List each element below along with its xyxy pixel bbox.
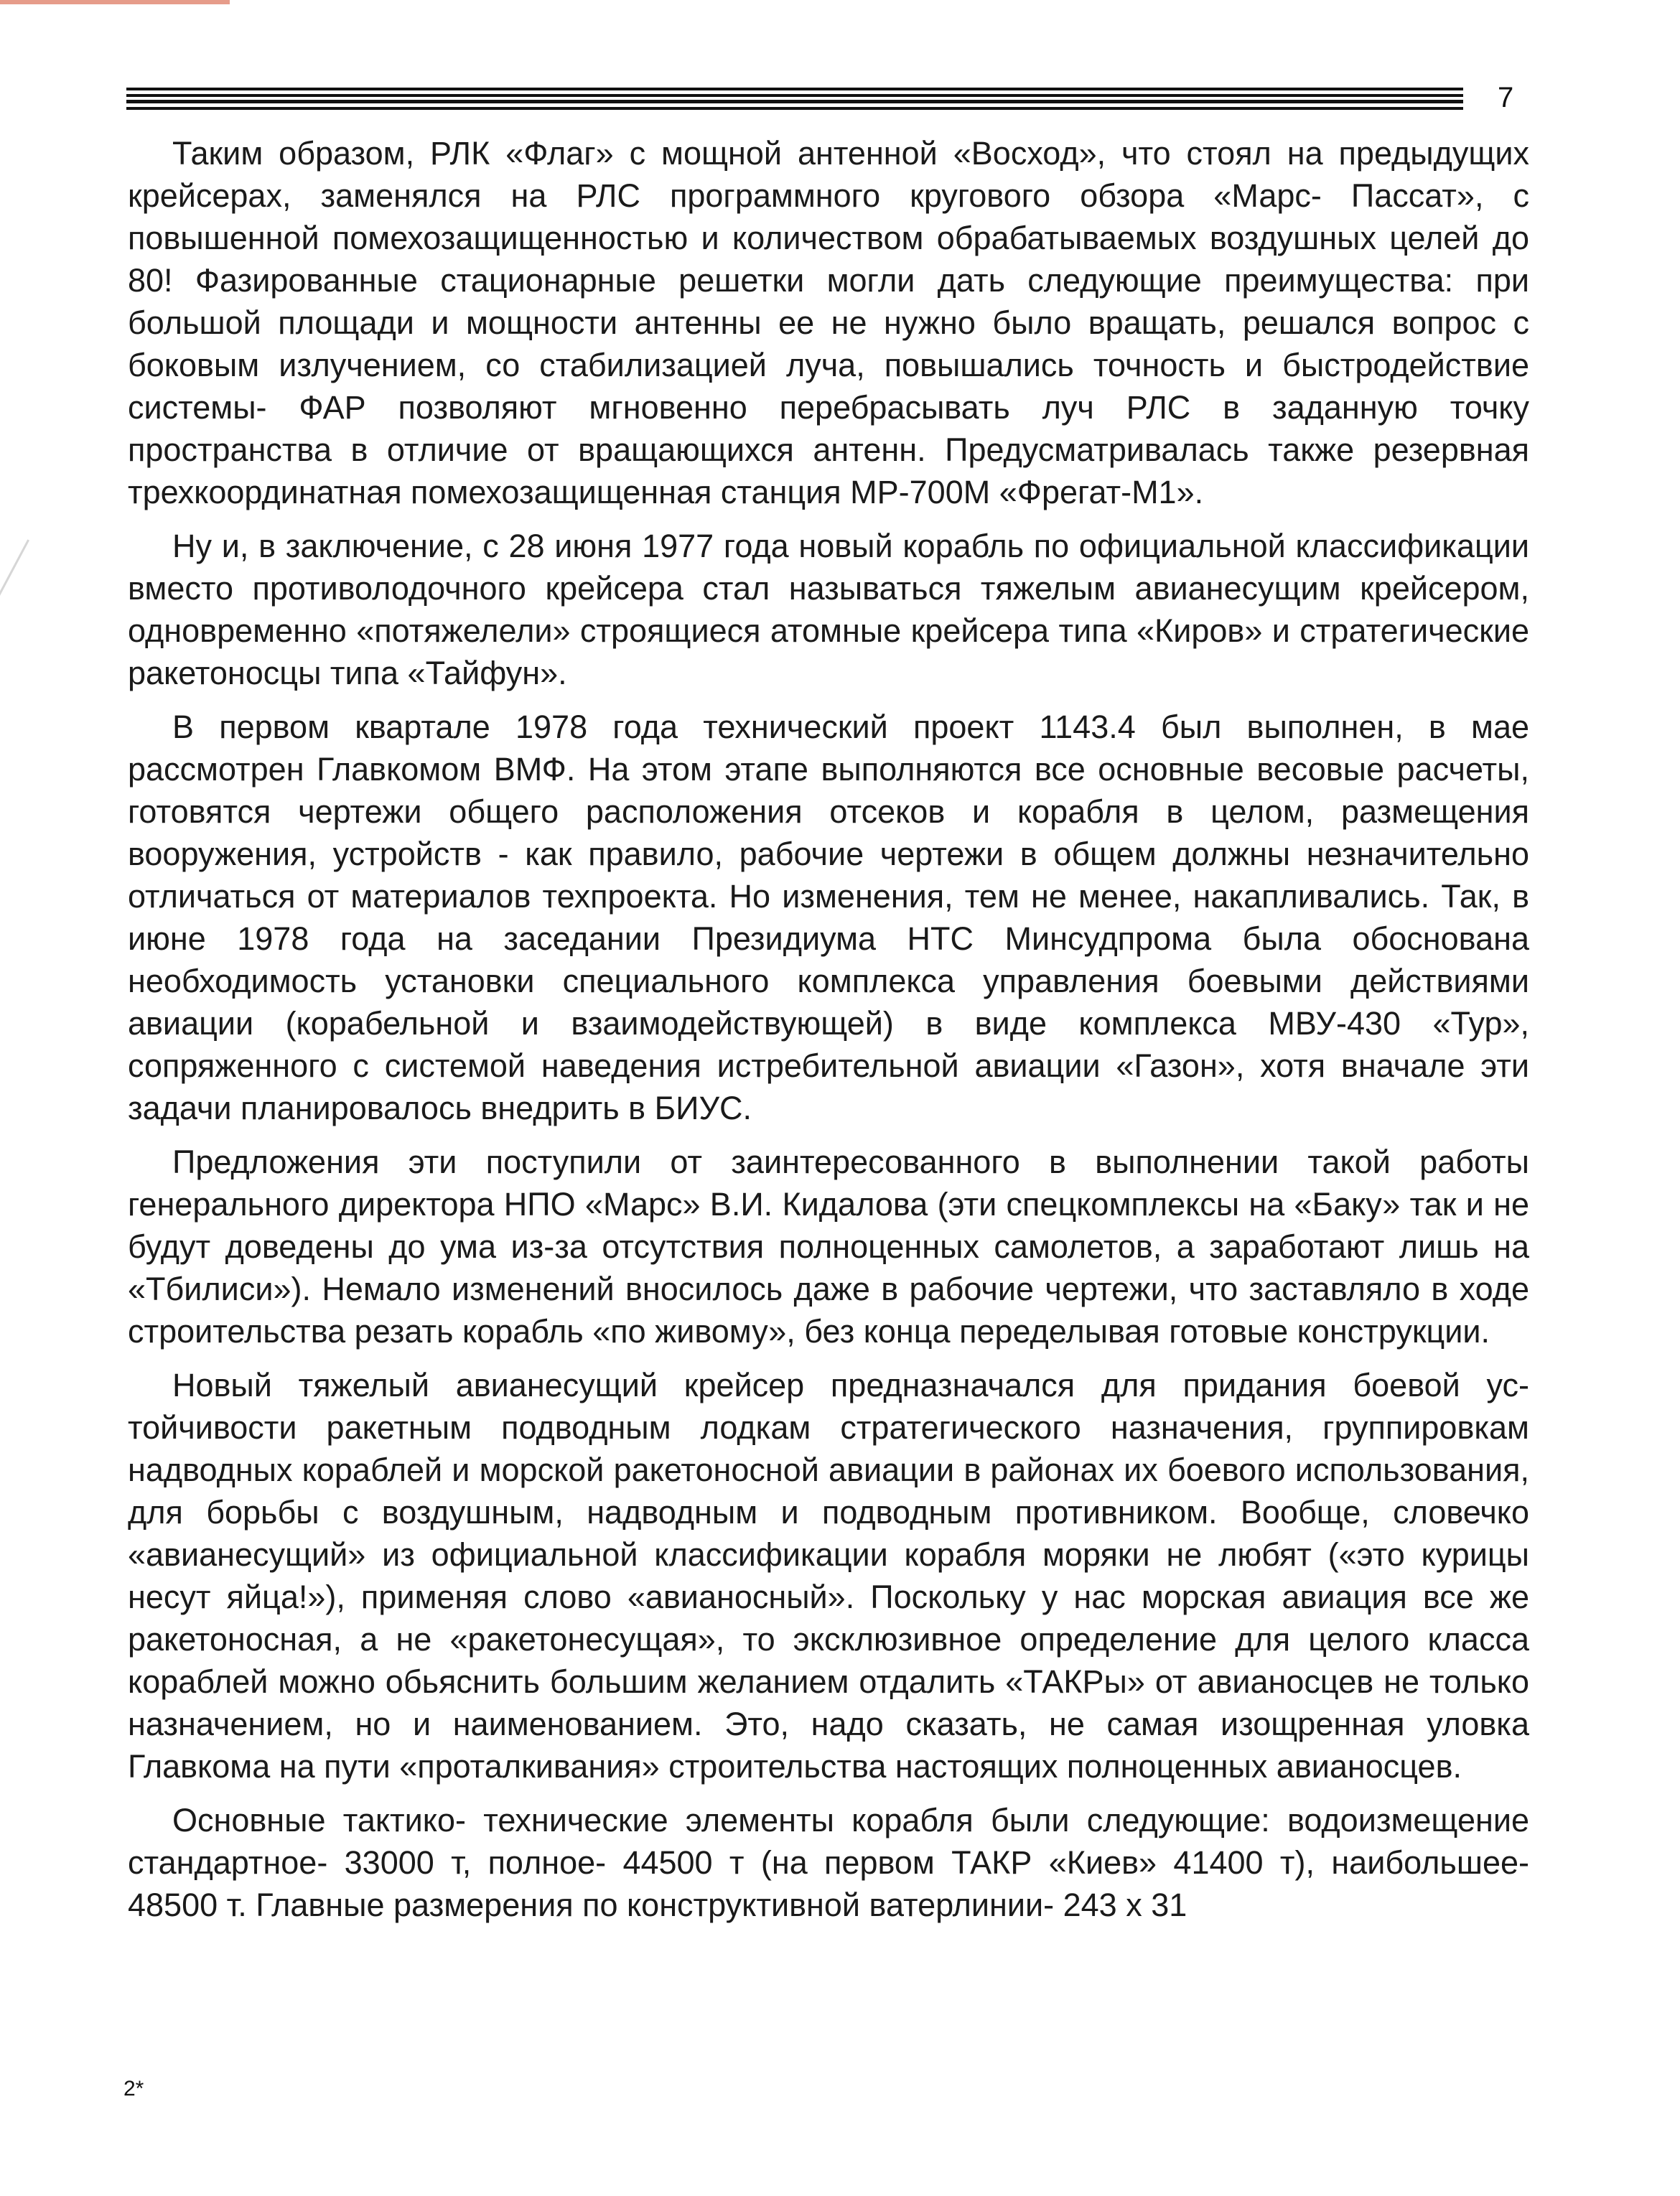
paragraph: Предложения эти поступили от заинтересованного в выполнении такой работы генерального директора НПО «Марс» В.И. Кидалова (эти спецкомплексы на «Баку» так и не будут доведены до ума из-за отсутствия полноценных самолетов, а заработают лишь на «Тбилиси»). Немало изменений вносилось даже в рабочие чертежи, что заставляло в ходе строительства резать корабль «по живому», без конца переделывая готовые конструкции. — [128, 1144, 1529, 1350]
page-number: 7 — [1498, 82, 1514, 113]
paragraph: Ну и, в заключение, с 28 июня 1977 года новый корабль по официальной классификации вместо противолодочного крейсера стал называться тяжелым авианесущим крейсером, одновременно «потяжелели» строящиеся атомные крейсера типа «Киров» и стратегические ракетоносцы типа «Тайфун». — [128, 528, 1529, 691]
header-rule — [126, 88, 1463, 112]
scan-artifact — [0, 539, 29, 616]
paragraph: Основные тактико- технические элементы корабля были следующие: водоизмещение стандартное- 33000 т, полное- 44500 т (на первом ТАКР «Киев» 41400 т), наибольшее- 48500 т. Главные размерения по конструктивной ватерлинии- 243 х 31 — [128, 1802, 1529, 1923]
signature-mark: 2* — [123, 2077, 144, 2101]
scan-edge-mark — [0, 0, 230, 4]
paragraph: В первом квартале 1978 года технический проект 1143.4 был выполнен, в мае рассмотрен Главкомом ВМФ. На этом этапе выполняются все основные весовые расчеты, готовятся чертежи общего расположения отсеков и корабля в целом, размещения вооружения, устройств - как правило, рабочие чертежи в общем должны незначительно отличаться от материалов техпроекта. Но изменения, тем не менее, накапливались. Так, в июне 1978 года на заседании Президиума НТС Минсудпрома была обоснована необходимость установки специального комплекса управления боевыми действиями авиации (корабельной и взаимодействующей) в виде комплекса МВУ-430 «Тур», сопряженного с системой наведения истребительной авиации «Газон», хотя вначале эти задачи планировалось внедрить в БИУС. — [128, 709, 1529, 1126]
paragraph: Таким образом, РЛК «Флаг» с мощной антенной «Восход», что стоял на предыдущих крейсерах, заменялся на РЛС программного кругового обзора «Марс- Пассат», с повышенной помехозащищенностью и количеством обрабатываемых воздушных целей до 80! Фазированные стационарные решетки могли дать следующие преимущества: при большой площади и мощности антенны ее не нужно было вращать, решался вопрос с боковым излучением, со стабилизацией луча, повышались точность и быстродействие системы- ФАР позволяют мгновенно перебрасывать луч РЛС в заданную точку пространства в отличие от вращающихся антенн. Предусматривалась также резервная трехкоординатная помехозащищенная станция МР-700М «Фрегат-М1». — [128, 135, 1529, 510]
paragraph: Новый тяжелый авианесущий крейсер предназначался для придания боевой устойчивости ракетным подводным лодкам стратегического назначения, группировкам надводных кораблей и морской ракетоносной авиации в районах их боевого использования, для борьбы с воздушным, надводным и подводным противником. Вообще, словечко «авианесущий» из официальной классификации корабля моряки не любят («это курицы несут яйца!»), применяя слово «авианосный». Поскольку у нас морская авиация все же ракетоносная, а не «ракетонесущая», то эксклюзивное определение для целого класса кораблей можно обьяснить большим желанием отдалить «ТАКРы» от авианосцев не только назначением, но и наименованием. Это, надо сказать, не самая изощренная уловка Главкома на пути «проталкивания» строительства настоящих полноценных авианосцев. — [128, 1367, 1529, 1785]
body-text — [128, 132, 1529, 1938]
